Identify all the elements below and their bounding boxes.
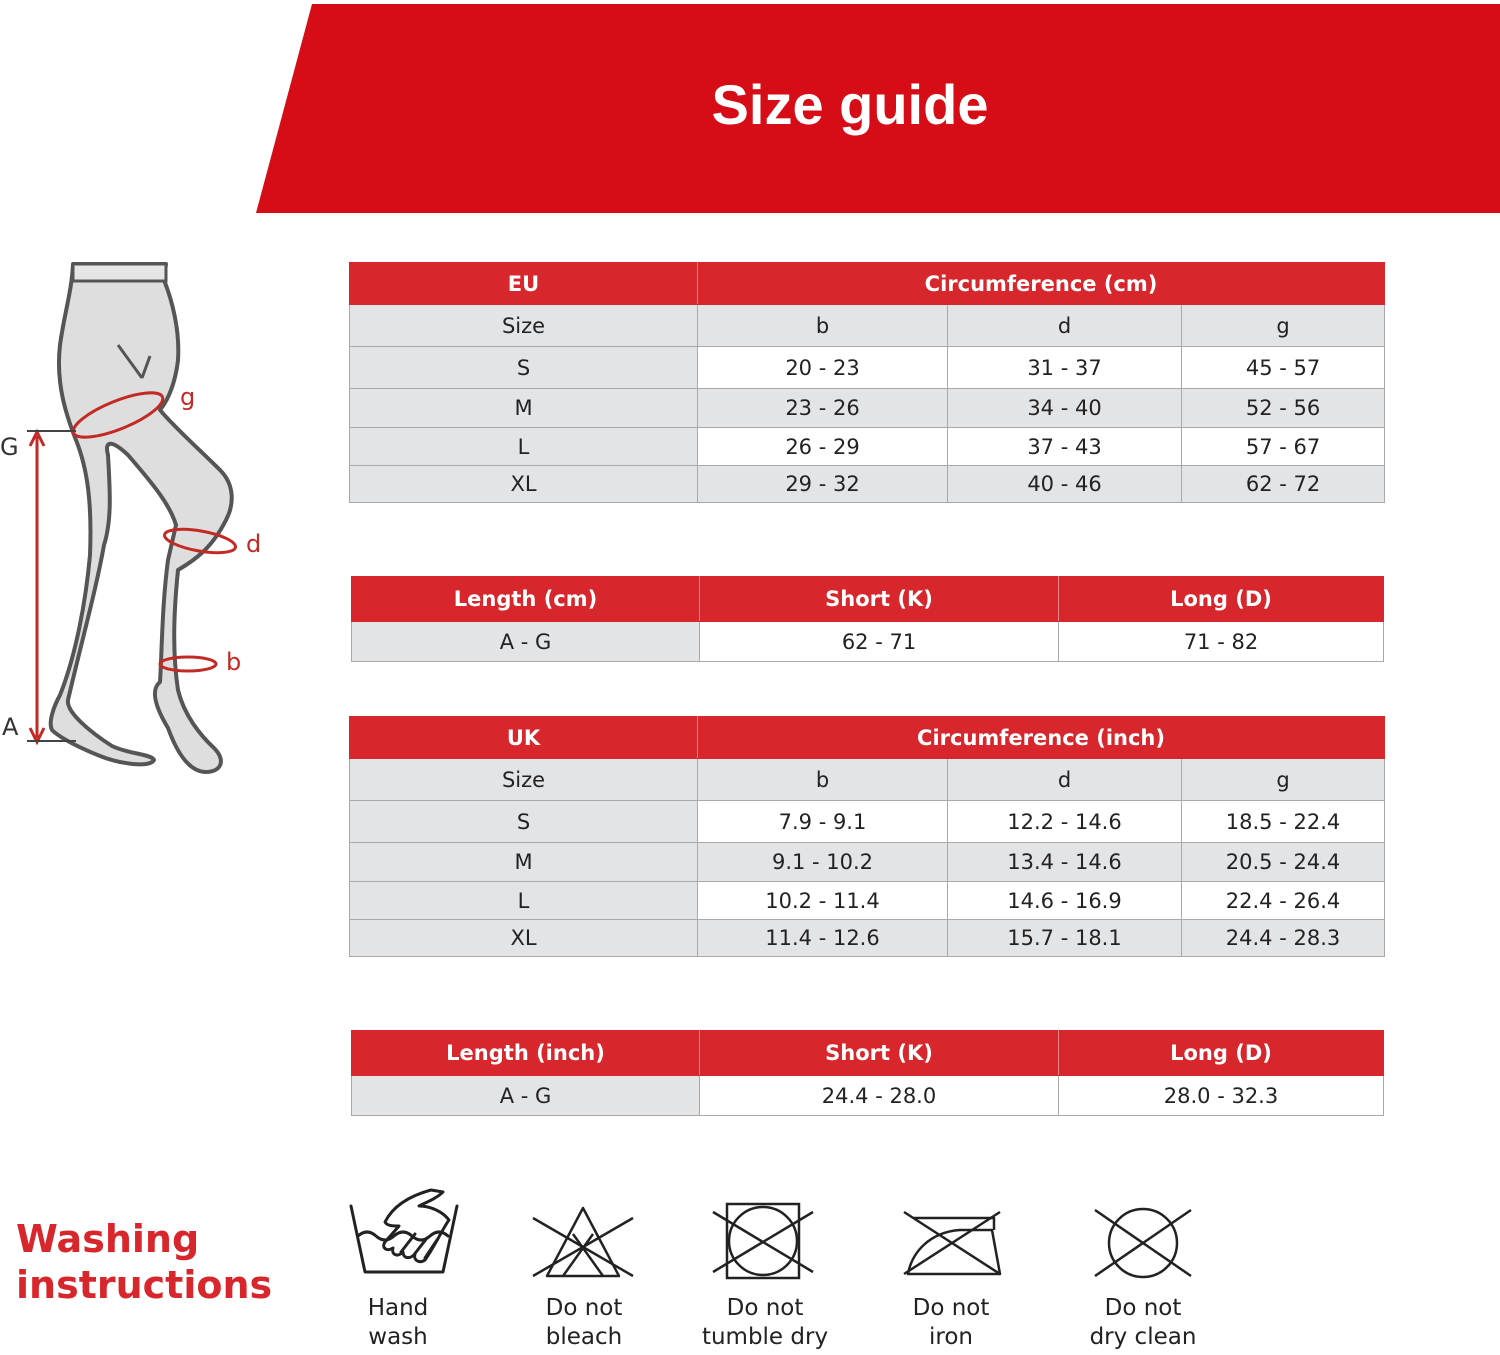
washing-title-line: Washing	[16, 1217, 200, 1261]
column-header: Length (inch)	[352, 1031, 700, 1076]
value-cell: 9.1 - 10.2	[698, 843, 948, 882]
table-header-row	[350, 717, 1385, 759]
value-cell: 20 - 23	[698, 347, 948, 389]
group-label: Circumference (cm)	[698, 263, 1385, 305]
value-cell: 62 - 72	[1182, 466, 1385, 503]
value-cell: 62 - 71	[700, 622, 1059, 662]
table-row	[350, 801, 1385, 843]
value-cell: 12.2 - 14.6	[948, 801, 1182, 843]
size-cell: XL	[350, 466, 698, 503]
table-row	[352, 622, 1384, 662]
size-cell: M	[350, 843, 698, 882]
value-cell: 57 - 67	[1182, 428, 1385, 466]
label-d: d	[246, 530, 262, 558]
region-label: UK	[350, 717, 698, 759]
value-cell: 45 - 57	[1182, 347, 1385, 389]
column-header: Long (D)	[1059, 577, 1384, 622]
table-header-row	[350, 263, 1385, 305]
length-cm-table	[351, 576, 1384, 662]
value-cell: 28.0 - 32.3	[1059, 1076, 1384, 1116]
length-inch-table	[351, 1030, 1384, 1116]
column-header: Short (K)	[700, 577, 1059, 622]
table-row	[350, 466, 1385, 503]
size-cell: XL	[350, 920, 698, 957]
value-cell: 52 - 56	[1182, 389, 1385, 428]
group-label: Circumference (inch)	[698, 717, 1385, 759]
hand-wash-icon	[343, 1188, 463, 1288]
value-cell: 31 - 37	[948, 347, 1182, 389]
table-row	[350, 428, 1385, 466]
column-header: d	[948, 759, 1182, 801]
region-label: EU	[350, 263, 698, 305]
value-cell: 24.4 - 28.0	[700, 1076, 1059, 1116]
no-dry-clean-label: Do not dry clean	[1089, 1295, 1197, 1350]
size-cell: S	[350, 347, 698, 389]
no-bleach-label: Do not bleach	[545, 1295, 623, 1350]
column-header: Long (D)	[1059, 1031, 1384, 1076]
value-cell: 23 - 26	[698, 389, 948, 428]
size-cell: M	[350, 389, 698, 428]
size-cell: L	[350, 882, 698, 920]
column-header-row	[350, 305, 1385, 347]
hand-wash-label: Hand wash	[367, 1295, 429, 1350]
column-header: d	[948, 305, 1182, 347]
value-cell: 7.9 - 9.1	[698, 801, 948, 843]
legs-illustration	[51, 264, 232, 772]
column-header: b	[698, 305, 948, 347]
value-cell: 20.5 - 24.4	[1182, 843, 1385, 882]
table-header-row	[352, 1031, 1384, 1076]
label-A: A	[2, 713, 19, 741]
leg-measurement-diagram	[0, 255, 270, 785]
label-b: b	[226, 648, 242, 676]
size-cell: S	[350, 801, 698, 843]
uk-size-table	[349, 716, 1385, 957]
eu-size-table	[349, 262, 1385, 503]
table-row	[350, 347, 1385, 389]
range-cell: A - G	[352, 622, 700, 662]
value-cell: 18.5 - 22.4	[1182, 801, 1385, 843]
no-iron-label: Do not iron	[912, 1295, 990, 1350]
column-header: Short (K)	[700, 1031, 1059, 1076]
label-G: G	[0, 433, 19, 461]
table-row	[350, 882, 1385, 920]
table-row	[352, 1076, 1384, 1116]
column-header: g	[1182, 305, 1385, 347]
label-g: g	[180, 383, 196, 411]
no-bleach-icon	[523, 1188, 643, 1288]
value-cell: 10.2 - 11.4	[698, 882, 948, 920]
table-header-row	[352, 577, 1384, 622]
value-cell: 26 - 29	[698, 428, 948, 466]
no-tumble-dry-icon	[703, 1188, 823, 1288]
table-row	[350, 843, 1385, 882]
column-header: b	[698, 759, 948, 801]
range-cell: A - G	[352, 1076, 700, 1116]
value-cell: 37 - 43	[948, 428, 1182, 466]
value-cell: 15.7 - 18.1	[948, 920, 1182, 957]
page-title: Size guide	[711, 73, 989, 136]
column-header-row	[350, 759, 1385, 801]
column-header: Length (cm)	[352, 577, 700, 622]
value-cell: 14.6 - 16.9	[948, 882, 1182, 920]
value-cell: 13.4 - 14.6	[948, 843, 1182, 882]
size-cell: L	[350, 428, 698, 466]
value-cell: 34 - 40	[948, 389, 1182, 428]
value-cell: 22.4 - 26.4	[1182, 882, 1385, 920]
column-header: Size	[350, 759, 698, 801]
column-header: Size	[350, 305, 698, 347]
value-cell: 11.4 - 12.6	[698, 920, 948, 957]
no-dry-clean-icon	[1083, 1188, 1203, 1288]
value-cell: 24.4 - 28.3	[1182, 920, 1385, 957]
table-row	[350, 389, 1385, 428]
no-iron-icon	[890, 1188, 1010, 1288]
no-tumble-dry-label: Do not tumble dry	[701, 1295, 829, 1350]
washing-title-line: instructions	[16, 1263, 273, 1307]
washing-instructions-title	[16, 1216, 272, 1308]
column-header: g	[1182, 759, 1385, 801]
table-row	[350, 920, 1385, 957]
value-cell: 71 - 82	[1059, 622, 1384, 662]
value-cell: 29 - 32	[698, 466, 948, 503]
value-cell: 40 - 46	[948, 466, 1182, 503]
